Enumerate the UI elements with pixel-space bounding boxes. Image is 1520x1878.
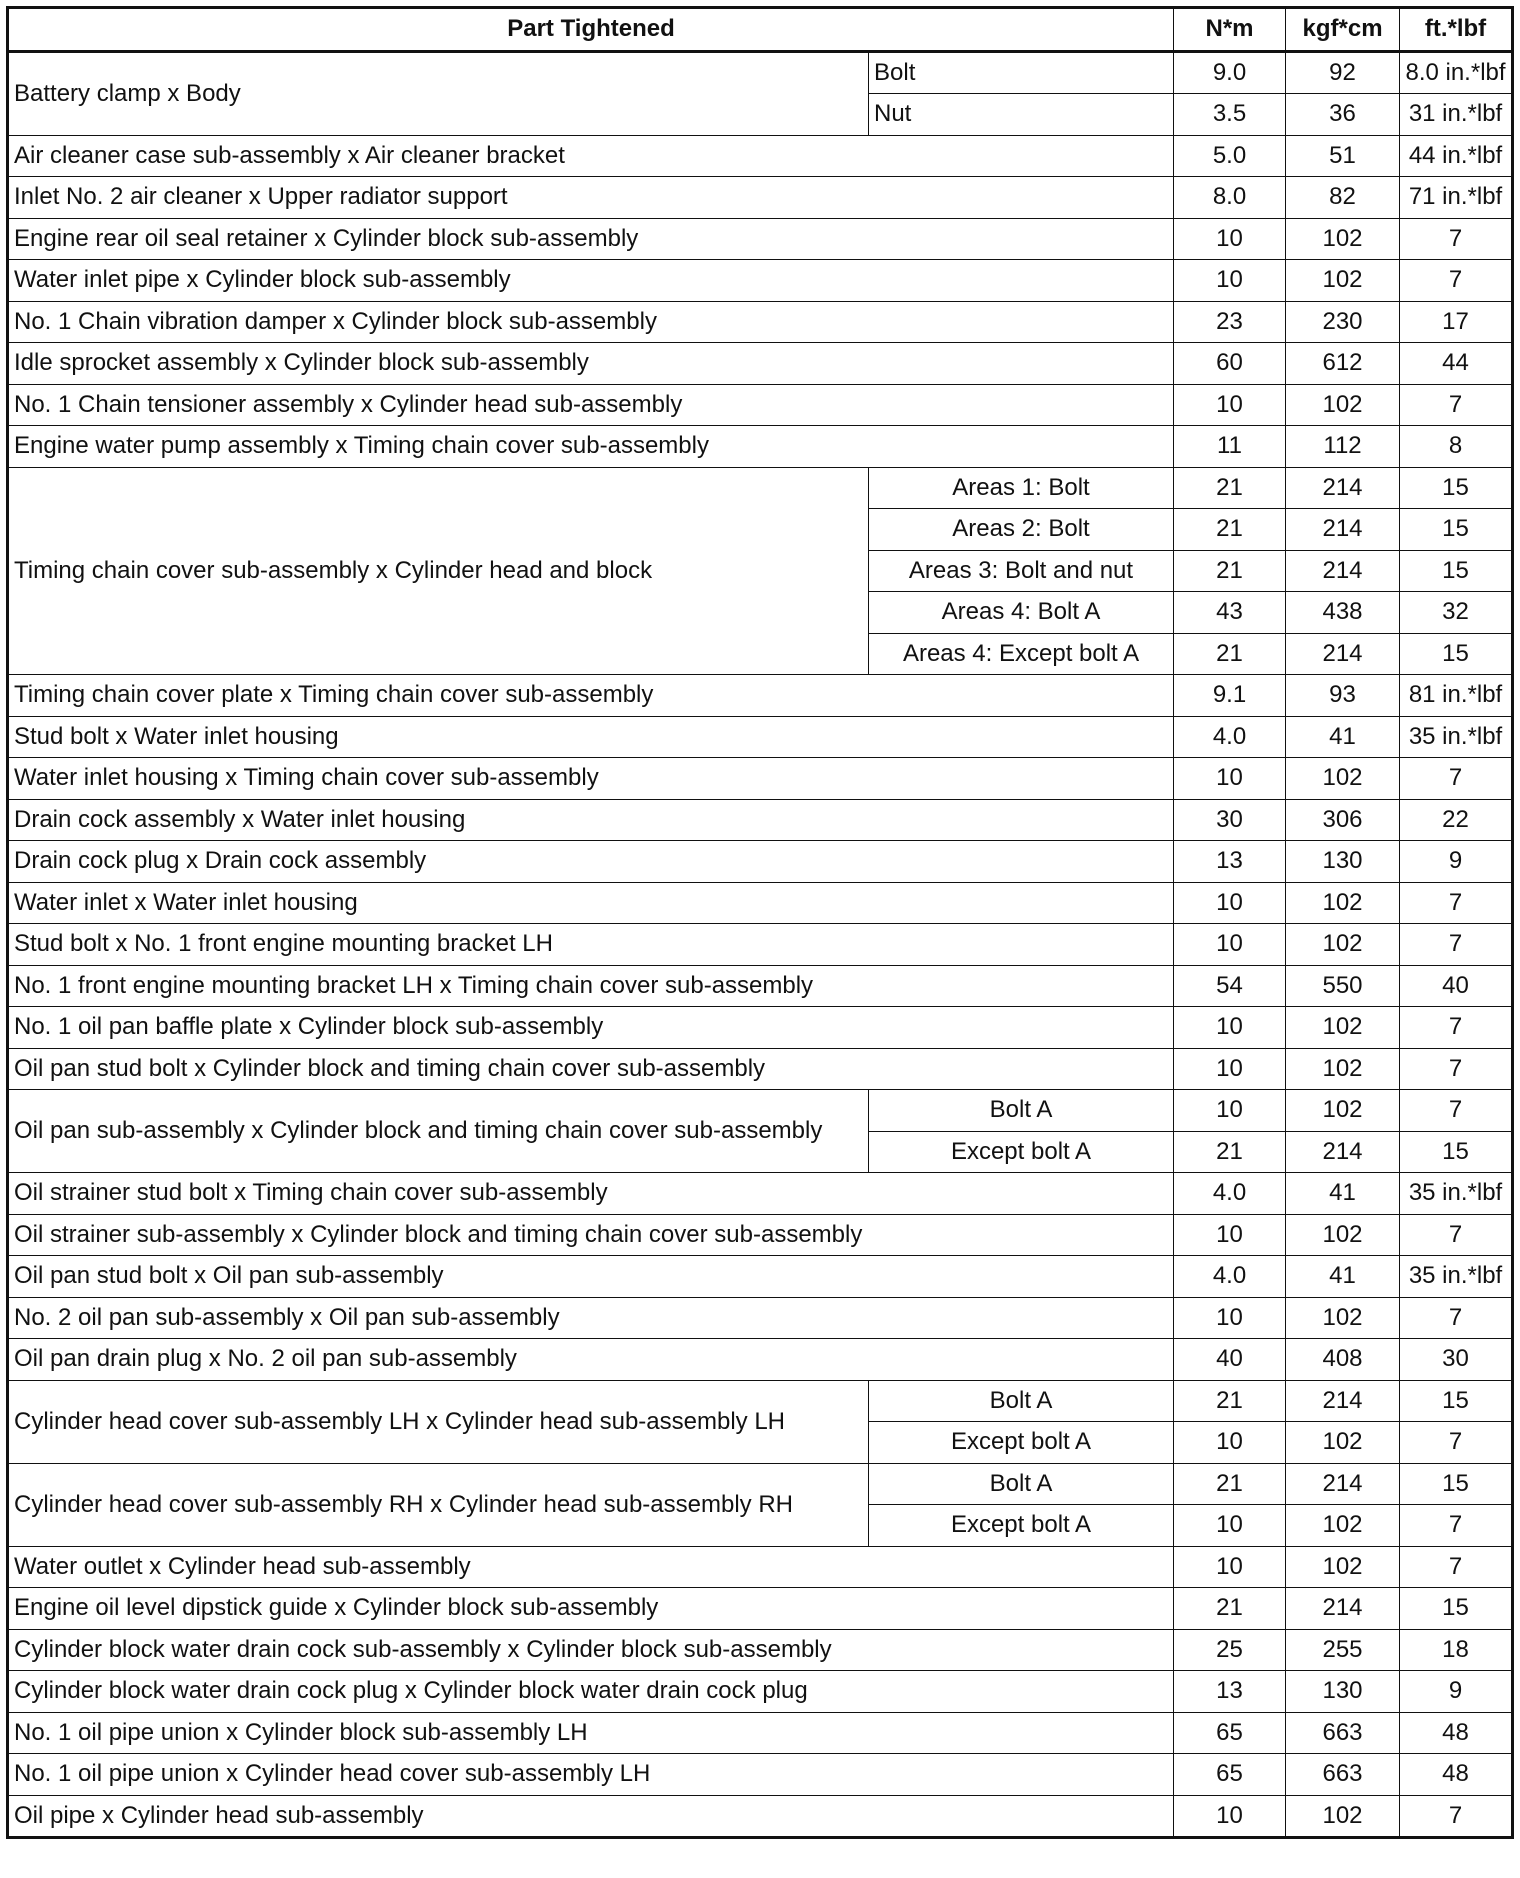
torque-nm: 10 (1174, 1422, 1286, 1464)
part-name: Drain cock assembly x Water inlet housing (8, 799, 1174, 841)
part-name: Oil pan sub-assembly x Cylinder block and timing chain cover sub-assembly (8, 1090, 869, 1173)
table-row (8, 1463, 1513, 1505)
torque-nm: 10 (1174, 924, 1286, 966)
torque-ft-lbf: 18 (1400, 1629, 1513, 1671)
torque-kgf-cm: 214 (1286, 1131, 1400, 1173)
torque-kgf-cm: 102 (1286, 924, 1400, 966)
torque-nm: 10 (1174, 1505, 1286, 1547)
part-name: Timing chain cover plate x Timing chain cover sub-assembly (8, 675, 1174, 717)
torque-kgf-cm: 550 (1286, 965, 1400, 1007)
torque-nm: 4.0 (1174, 1256, 1286, 1298)
torque-kgf-cm: 230 (1286, 301, 1400, 343)
sub-item: Areas 1: Bolt (869, 467, 1174, 509)
table-row (8, 1090, 1513, 1132)
torque-nm: 60 (1174, 343, 1286, 385)
part-name: Oil pipe x Cylinder head sub-assembly (8, 1795, 1174, 1838)
torque-nm: 21 (1174, 633, 1286, 675)
torque-nm: 10 (1174, 1214, 1286, 1256)
torque-nm: 21 (1174, 1588, 1286, 1630)
torque-ft-lbf: 7 (1400, 1297, 1513, 1339)
header-kgf-cm: kgf*cm (1286, 8, 1400, 52)
table-row (8, 1256, 1513, 1298)
torque-nm: 23 (1174, 301, 1286, 343)
table-row (8, 1007, 1513, 1049)
torque-kgf-cm: 102 (1286, 1795, 1400, 1838)
torque-nm: 10 (1174, 260, 1286, 302)
table-row (8, 1588, 1513, 1630)
table-row (8, 675, 1513, 717)
torque-nm: 8.0 (1174, 177, 1286, 219)
table-row (8, 1546, 1513, 1588)
torque-ft-lbf: 7 (1400, 1007, 1513, 1049)
torque-kgf-cm: 102 (1286, 1048, 1400, 1090)
table-row (8, 301, 1513, 343)
part-name: Water inlet pipe x Cylinder block sub-assembly (8, 260, 1174, 302)
torque-ft-lbf: 32 (1400, 592, 1513, 634)
table-row (8, 965, 1513, 1007)
torque-kgf-cm: 41 (1286, 716, 1400, 758)
torque-kgf-cm: 82 (1286, 177, 1400, 219)
torque-ft-lbf: 7 (1400, 1546, 1513, 1588)
torque-nm: 40 (1174, 1339, 1286, 1381)
table-row (8, 841, 1513, 883)
table-row (8, 799, 1513, 841)
torque-nm: 10 (1174, 882, 1286, 924)
part-name: Water outlet x Cylinder head sub-assembly (8, 1546, 1174, 1588)
table-row (8, 1048, 1513, 1090)
torque-kgf-cm: 214 (1286, 1588, 1400, 1630)
torque-nm: 9.1 (1174, 675, 1286, 717)
torque-ft-lbf: 9 (1400, 1671, 1513, 1713)
table-row (8, 135, 1513, 177)
torque-nm: 21 (1174, 1380, 1286, 1422)
torque-nm: 10 (1174, 384, 1286, 426)
torque-kgf-cm: 130 (1286, 1671, 1400, 1713)
torque-ft-lbf: 7 (1400, 1214, 1513, 1256)
torque-nm: 10 (1174, 758, 1286, 800)
torque-nm: 10 (1174, 1090, 1286, 1132)
torque-nm: 54 (1174, 965, 1286, 1007)
table-row (8, 51, 1513, 94)
sub-item: Areas 4: Except bolt A (869, 633, 1174, 675)
table-row (8, 467, 1513, 509)
torque-ft-lbf: 7 (1400, 218, 1513, 260)
torque-ft-lbf: 71 in.*lbf (1400, 177, 1513, 219)
part-name: Inlet No. 2 air cleaner x Upper radiator support (8, 177, 1174, 219)
torque-kgf-cm: 214 (1286, 633, 1400, 675)
torque-ft-lbf: 31 in.*lbf (1400, 94, 1513, 136)
part-name: Oil pan drain plug x No. 2 oil pan sub-assembly (8, 1339, 1174, 1381)
part-name: No. 1 Chain vibration damper x Cylinder block sub-assembly (8, 301, 1174, 343)
part-name: Timing chain cover sub-assembly x Cylinder head and block (8, 467, 869, 675)
table-body (8, 51, 1513, 1838)
torque-ft-lbf: 7 (1400, 1422, 1513, 1464)
table-row (8, 426, 1513, 468)
torque-nm: 4.0 (1174, 1173, 1286, 1215)
torque-nm: 65 (1174, 1712, 1286, 1754)
torque-kgf-cm: 438 (1286, 592, 1400, 634)
torque-kgf-cm: 214 (1286, 550, 1400, 592)
torque-ft-lbf: 15 (1400, 467, 1513, 509)
torque-ft-lbf: 44 (1400, 343, 1513, 385)
torque-kgf-cm: 102 (1286, 1505, 1400, 1547)
torque-ft-lbf: 7 (1400, 1795, 1513, 1838)
part-name: No. 1 oil pipe union x Cylinder head cover sub-assembly LH (8, 1754, 1174, 1796)
torque-kgf-cm: 112 (1286, 426, 1400, 468)
header-part-tightened: Part Tightened (8, 8, 1174, 52)
table-row (8, 260, 1513, 302)
header-nm: N*m (1174, 8, 1286, 52)
torque-nm: 13 (1174, 1671, 1286, 1713)
table-row (8, 882, 1513, 924)
torque-ft-lbf: 7 (1400, 1090, 1513, 1132)
part-name: No. 1 front engine mounting bracket LH x Timing chain cover sub-assembly (8, 965, 1174, 1007)
torque-ft-lbf: 17 (1400, 301, 1513, 343)
torque-nm: 3.5 (1174, 94, 1286, 136)
torque-kgf-cm: 102 (1286, 1007, 1400, 1049)
header-row (8, 8, 1513, 52)
torque-kgf-cm: 306 (1286, 799, 1400, 841)
torque-nm: 10 (1174, 1048, 1286, 1090)
torque-nm: 10 (1174, 1546, 1286, 1588)
table-row (8, 384, 1513, 426)
sub-item: Nut (869, 94, 1174, 136)
part-name: Oil strainer sub-assembly x Cylinder block and timing chain cover sub-assembly (8, 1214, 1174, 1256)
torque-ft-lbf: 8.0 in.*lbf (1400, 51, 1513, 94)
part-name: Water inlet housing x Timing chain cover sub-assembly (8, 758, 1174, 800)
torque-nm: 10 (1174, 1297, 1286, 1339)
sub-item: Areas 2: Bolt (869, 509, 1174, 551)
torque-nm: 4.0 (1174, 716, 1286, 758)
sub-item: Bolt A (869, 1380, 1174, 1422)
torque-ft-lbf: 15 (1400, 1463, 1513, 1505)
torque-ft-lbf: 7 (1400, 1048, 1513, 1090)
part-name: No. 2 oil pan sub-assembly x Oil pan sub-assembly (8, 1297, 1174, 1339)
torque-kgf-cm: 41 (1286, 1173, 1400, 1215)
torque-nm: 9.0 (1174, 51, 1286, 94)
torque-kgf-cm: 612 (1286, 343, 1400, 385)
table-row (8, 1339, 1513, 1381)
part-name: Cylinder head cover sub-assembly RH x Cylinder head sub-assembly RH (8, 1463, 869, 1546)
torque-kgf-cm: 93 (1286, 675, 1400, 717)
table-row (8, 758, 1513, 800)
torque-kgf-cm: 214 (1286, 1380, 1400, 1422)
part-name: Air cleaner case sub-assembly x Air cleaner bracket (8, 135, 1174, 177)
table-row (8, 218, 1513, 260)
torque-ft-lbf: 22 (1400, 799, 1513, 841)
torque-kgf-cm: 214 (1286, 1463, 1400, 1505)
torque-nm: 10 (1174, 1795, 1286, 1838)
table-row (8, 716, 1513, 758)
torque-kgf-cm: 51 (1286, 135, 1400, 177)
part-name: Cylinder head cover sub-assembly LH x Cylinder head sub-assembly LH (8, 1380, 869, 1463)
torque-ft-lbf: 8 (1400, 426, 1513, 468)
part-name: Engine water pump assembly x Timing chain cover sub-assembly (8, 426, 1174, 468)
torque-nm: 10 (1174, 218, 1286, 260)
torque-nm: 30 (1174, 799, 1286, 841)
torque-ft-lbf: 15 (1400, 1131, 1513, 1173)
torque-nm: 65 (1174, 1754, 1286, 1796)
torque-kgf-cm: 102 (1286, 882, 1400, 924)
torque-kgf-cm: 102 (1286, 758, 1400, 800)
table-row (8, 924, 1513, 966)
torque-ft-lbf: 7 (1400, 924, 1513, 966)
part-name: Stud bolt x No. 1 front engine mounting bracket LH (8, 924, 1174, 966)
torque-kgf-cm: 214 (1286, 467, 1400, 509)
torque-kgf-cm: 102 (1286, 1297, 1400, 1339)
torque-ft-lbf: 35 in.*lbf (1400, 1256, 1513, 1298)
torque-ft-lbf: 30 (1400, 1339, 1513, 1381)
torque-ft-lbf: 15 (1400, 633, 1513, 675)
torque-ft-lbf: 7 (1400, 384, 1513, 426)
table-row (8, 1712, 1513, 1754)
part-name: Drain cock plug x Drain cock assembly (8, 841, 1174, 883)
torque-ft-lbf: 7 (1400, 758, 1513, 800)
part-name: Idle sprocket assembly x Cylinder block sub-assembly (8, 343, 1174, 385)
table-row (8, 343, 1513, 385)
part-name: Cylinder block water drain cock plug x Cylinder block water drain cock plug (8, 1671, 1174, 1713)
torque-ft-lbf: 7 (1400, 882, 1513, 924)
table-row (8, 1214, 1513, 1256)
torque-kgf-cm: 92 (1286, 51, 1400, 94)
sub-item: Except bolt A (869, 1131, 1174, 1173)
torque-ft-lbf: 15 (1400, 550, 1513, 592)
torque-kgf-cm: 214 (1286, 509, 1400, 551)
torque-kgf-cm: 102 (1286, 384, 1400, 426)
torque-kgf-cm: 36 (1286, 94, 1400, 136)
part-name: No. 1 Chain tensioner assembly x Cylinder head sub-assembly (8, 384, 1174, 426)
torque-ft-lbf: 35 in.*lbf (1400, 716, 1513, 758)
torque-kgf-cm: 102 (1286, 1214, 1400, 1256)
table-row (8, 1380, 1513, 1422)
torque-nm: 21 (1174, 1131, 1286, 1173)
part-name: Oil pan stud bolt x Cylinder block and timing chain cover sub-assembly (8, 1048, 1174, 1090)
part-name: No. 1 oil pipe union x Cylinder block sub-assembly LH (8, 1712, 1174, 1754)
torque-ft-lbf: 35 in.*lbf (1400, 1173, 1513, 1215)
part-name: Engine oil level dipstick guide x Cylinder block sub-assembly (8, 1588, 1174, 1630)
part-name: No. 1 oil pan baffle plate x Cylinder block sub-assembly (8, 1007, 1174, 1049)
torque-nm: 21 (1174, 509, 1286, 551)
table-row (8, 1629, 1513, 1671)
sub-item: Except bolt A (869, 1505, 1174, 1547)
torque-ft-lbf: 40 (1400, 965, 1513, 1007)
torque-ft-lbf: 48 (1400, 1754, 1513, 1796)
torque-ft-lbf: 15 (1400, 1380, 1513, 1422)
part-name: Oil pan stud bolt x Oil pan sub-assembly (8, 1256, 1174, 1298)
torque-specification-table (6, 6, 1514, 1839)
torque-kgf-cm: 102 (1286, 1090, 1400, 1132)
part-name: Engine rear oil seal retainer x Cylinder block sub-assembly (8, 218, 1174, 260)
table-row (8, 1754, 1513, 1796)
torque-nm: 25 (1174, 1629, 1286, 1671)
torque-kgf-cm: 663 (1286, 1754, 1400, 1796)
table-row (8, 1173, 1513, 1215)
sub-item: Except bolt A (869, 1422, 1174, 1464)
table-row (8, 1671, 1513, 1713)
torque-ft-lbf: 44 in.*lbf (1400, 135, 1513, 177)
sub-item: Bolt (869, 51, 1174, 94)
torque-kgf-cm: 408 (1286, 1339, 1400, 1381)
torque-ft-lbf: 81 in.*lbf (1400, 675, 1513, 717)
table-row (8, 1795, 1513, 1838)
sub-item: Areas 3: Bolt and nut (869, 550, 1174, 592)
torque-nm: 43 (1174, 592, 1286, 634)
torque-nm: 10 (1174, 1007, 1286, 1049)
part-name: Oil strainer stud bolt x Timing chain cover sub-assembly (8, 1173, 1174, 1215)
torque-ft-lbf: 15 (1400, 1588, 1513, 1630)
torque-kgf-cm: 102 (1286, 260, 1400, 302)
torque-nm: 11 (1174, 426, 1286, 468)
torque-kgf-cm: 102 (1286, 1422, 1400, 1464)
torque-nm: 21 (1174, 1463, 1286, 1505)
torque-nm: 5.0 (1174, 135, 1286, 177)
torque-ft-lbf: 9 (1400, 841, 1513, 883)
table-row (8, 177, 1513, 219)
sub-item: Areas 4: Bolt A (869, 592, 1174, 634)
torque-kgf-cm: 255 (1286, 1629, 1400, 1671)
torque-nm: 21 (1174, 550, 1286, 592)
torque-nm: 21 (1174, 467, 1286, 509)
torque-kgf-cm: 130 (1286, 841, 1400, 883)
part-name: Battery clamp x Body (8, 51, 869, 135)
part-name: Cylinder block water drain cock sub-assembly x Cylinder block sub-assembly (8, 1629, 1174, 1671)
part-name: Stud bolt x Water inlet housing (8, 716, 1174, 758)
part-name: Water inlet x Water inlet housing (8, 882, 1174, 924)
sub-item: Bolt A (869, 1090, 1174, 1132)
torque-ft-lbf: 15 (1400, 509, 1513, 551)
torque-ft-lbf: 7 (1400, 1505, 1513, 1547)
torque-nm: 13 (1174, 841, 1286, 883)
header-ft-lbf: ft.*lbf (1400, 8, 1513, 52)
table-row (8, 1297, 1513, 1339)
torque-kgf-cm: 663 (1286, 1712, 1400, 1754)
torque-kgf-cm: 102 (1286, 1546, 1400, 1588)
torque-ft-lbf: 48 (1400, 1712, 1513, 1754)
torque-kgf-cm: 41 (1286, 1256, 1400, 1298)
sub-item: Bolt A (869, 1463, 1174, 1505)
torque-ft-lbf: 7 (1400, 260, 1513, 302)
torque-kgf-cm: 102 (1286, 218, 1400, 260)
